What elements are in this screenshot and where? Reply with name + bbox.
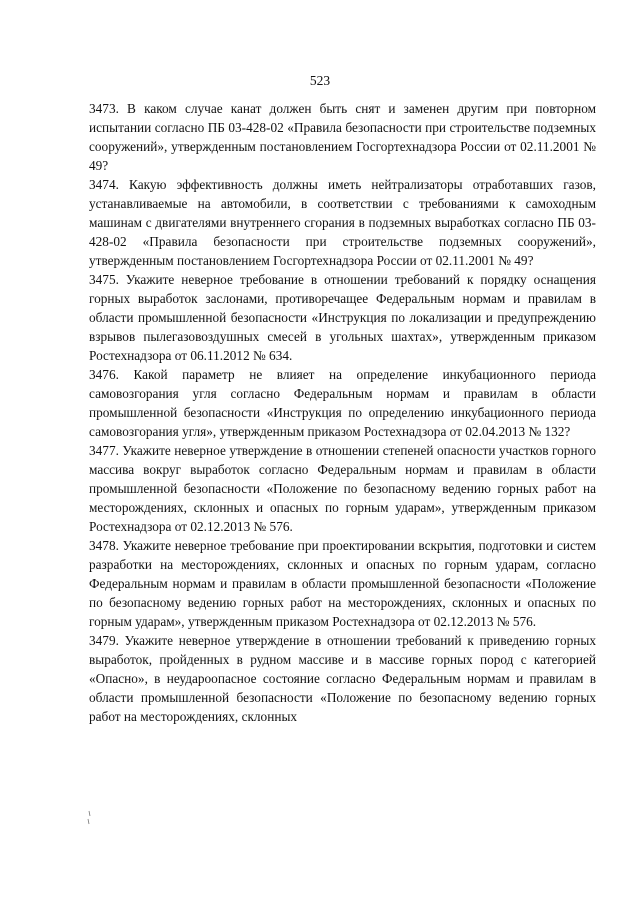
question-3476: 3476. Какой параметр не влияет на определение инкубационного периода самовозгорания угля согласно Федеральным нормам и правилам в области промышленной безопасности «Инструкция по определению инкубационного периода самовозгорания угля», утвержденным приказом Ростехнадзора от 02.04.2013 № 132? <box>89 367 596 439</box>
question-list <box>89 99 596 726</box>
question-3475: 3475. Укажите неверное требование в отношении требований к порядку оснащения горных выработок заслонами, противоречащее Федеральным нормам и правилам в области промышленной безопасности «Инструкция по локализации и предупреждению взрывов пылегазовоздушных смесей в угольных шахтах», утвержденным приказом Ростехнадзора от 06.11.2012 № 634. <box>89 272 596 363</box>
question-3478: 3478. Укажите неверное требование при проектировании вскрытия, подготовки и систем разработки на месторождениях, склонных и опасных по горным ударам, согласно Федеральным нормам и правилам в области промышленной безопасности «Положение по безопасному ведению горных работ на месторождениях, склонных и опасных по горным ударам», утвержденным приказом Ростехнадзора от 02.12.2013 № 576. <box>89 538 596 629</box>
question-3474: 3474. Какую эффективность должны иметь нейтрализаторы отработавших газов, устанавливаемые на автомобили, в соответствии с требованиями к самоходным машинам с двигателями внутреннего сгорания в подземных выработках согласно ПБ 03-428-02 «Правила безопасности при строительстве подземных сооружений», утвержденным постановлением Госгортехнадзора России от 02.11.2001 № 49? <box>89 177 596 268</box>
question-3479: 3479. Укажите неверное утверждение в отношении требований к приведению горных выработок, пройденных в рудном массиве и в массиве горных пород с категорией «Опасно», в неудароопасное состояние согласно Федеральным нормам и правилам в области промышленной безопасности «Положение по безопасному ведению горных работ на месторождениях, склонных <box>89 633 596 724</box>
page-number: 523 <box>309 73 331 88</box>
question-3477: 3477. Укажите неверное утверждение в отношении степеней опасности участков горного массива вокруг выработок согласно Федеральным нормам и правилам в области промышленной безопасности «Положение по безопасному ведению горных работ на месторождениях, склонных и опасных по горным ударам», утвержденным приказом Ростехнадзора от 02.12.2013 № 576. <box>89 443 596 534</box>
scan-speck-mark <box>86 810 92 826</box>
question-3473: 3473. В каком случае канат должен быть снят и заменен другим при повторном испытании согласно ПБ 03-428-02 «Правила безопасности при строительстве подземных сооружений», утвержденным постановлением Госгортехнадзора России от 02.11.2001 № 49? <box>89 101 596 173</box>
